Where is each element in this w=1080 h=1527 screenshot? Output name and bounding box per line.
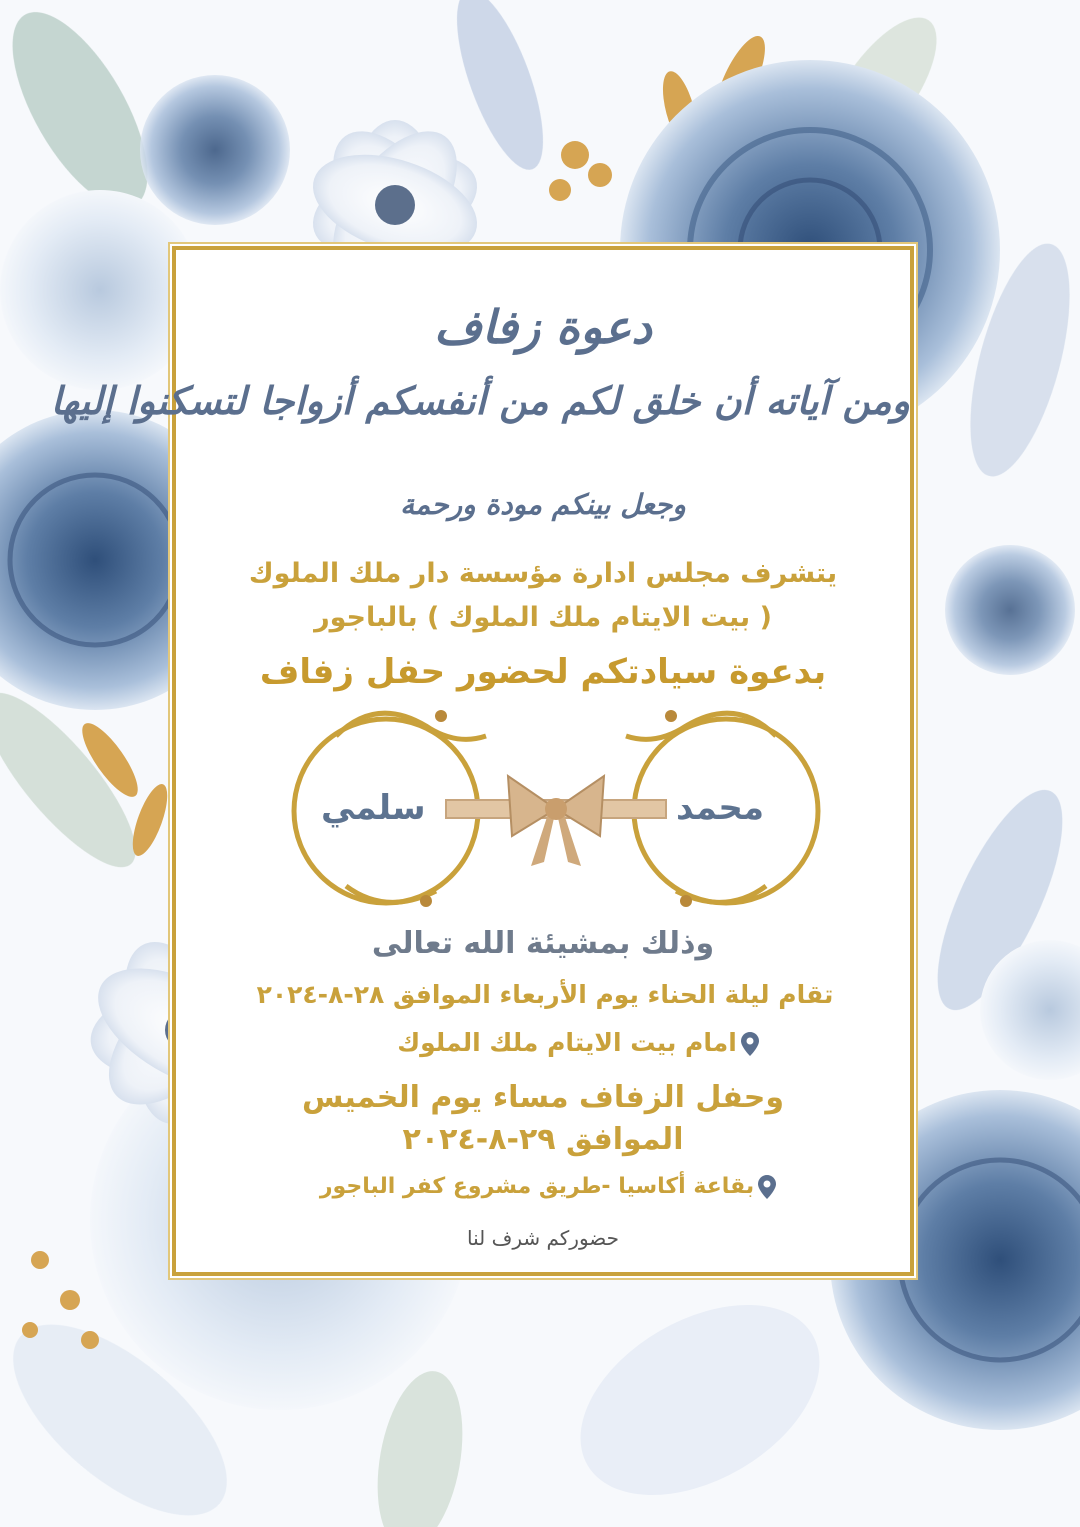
invitation-text: بدعوة سيادتكم لحضور حفل زفاف [259,652,827,692]
henna-location-text: امام بيت الايتام ملك الملوك [397,1028,737,1057]
card-title: دعوة زفاف [434,300,652,354]
couple-names [276,696,836,926]
quran-verse: ومن آياته أن خلق لكم من أنفسكم أزواجا لتسكنوا إليها [50,378,910,423]
location-pin-icon [741,1032,759,1056]
quran-verse-2: وجعل بينكم مودة ورحمة [400,488,686,521]
groom-name: محمد [676,788,764,828]
bride-name: سلمي [321,788,426,828]
location-pin-icon [758,1175,776,1199]
honor-text: حضوركم شرف لنا [467,1226,619,1250]
henna-night-line: تقام ليلة الحناء يوم الأربعاء الموافق ٢٨-٨-٢٠٢٤ [256,980,834,1009]
host-line-1: يتشرف مجلس ادارة مؤسسة دار ملك الملوك [248,558,838,589]
gods-will-text: وذلك بمشيئة الله تعالى [371,926,715,961]
host-line-2: ( بيت الايتام ملك الملوك ) بالباجور [314,602,772,633]
wedding-location [196,1174,900,1199]
wedding-location-text: بقاعة أكاسيا -طريق مشروع كفر الباجور [319,1174,755,1199]
wedding-line-2: الموافق ٢٩-٨-٢٠٢٤ [402,1122,684,1157]
invitation-card [50,246,914,1276]
henna-location [326,1028,830,1057]
wedding-line-1: وحفل الزفاف مساء يوم الخميس [301,1080,785,1115]
